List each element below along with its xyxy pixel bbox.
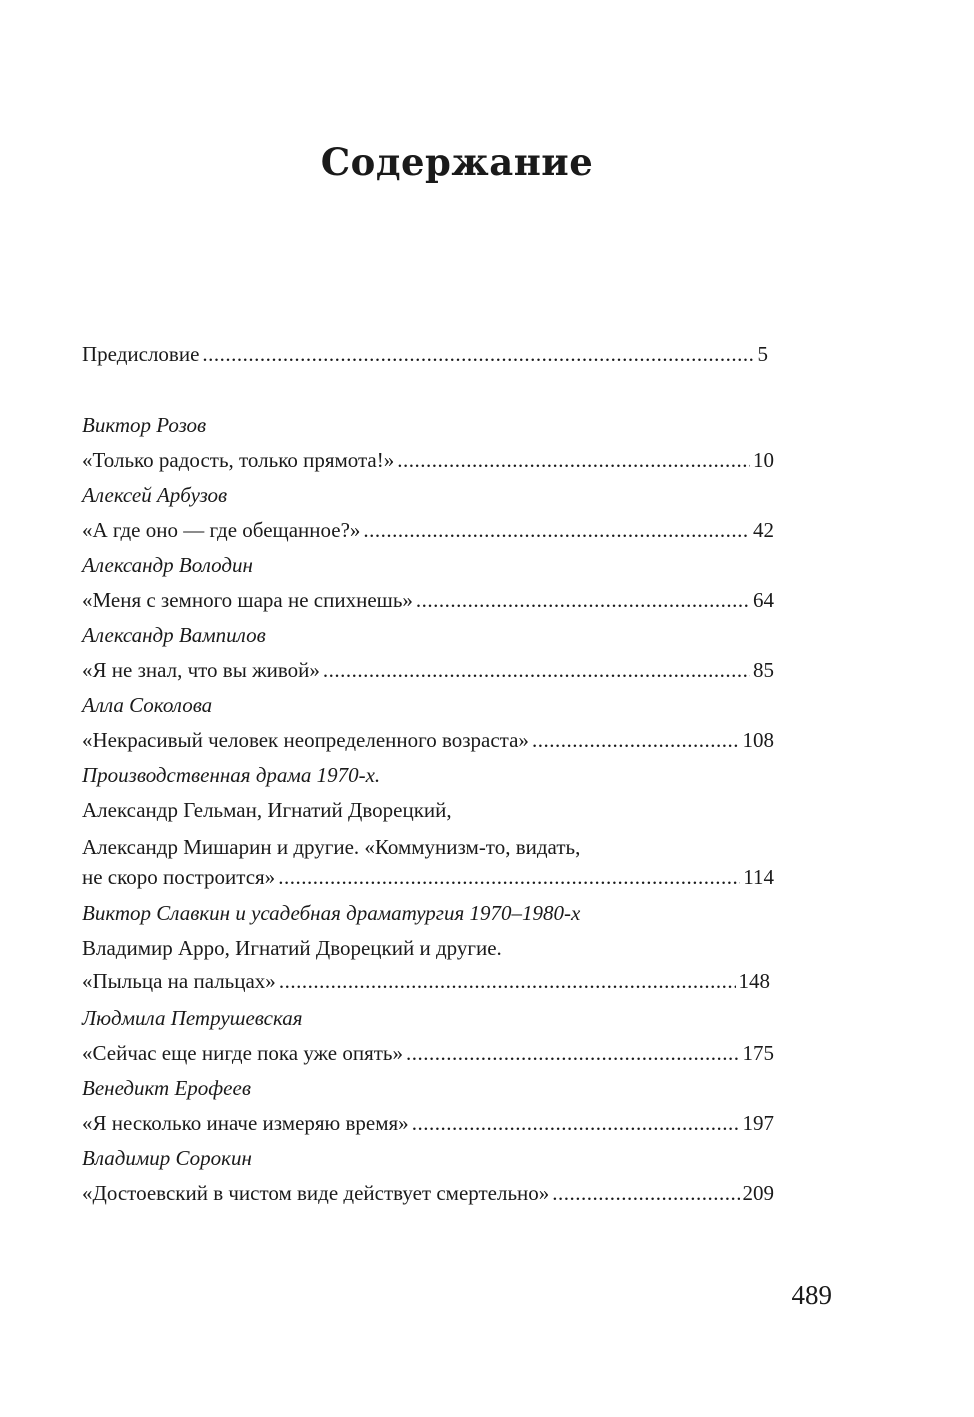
toc-author: Виктор Розов <box>82 413 207 437</box>
dot-leader <box>363 513 750 548</box>
toc-entry[interactable] <box>82 583 774 618</box>
page-number: 489 <box>791 1280 832 1310</box>
entry-title: не скоро построится» <box>82 865 276 889</box>
dot-leader <box>412 1106 740 1141</box>
dot-leader <box>397 443 750 478</box>
toc-author: Алексей Арбузов <box>82 483 228 507</box>
dot-leader <box>406 1036 739 1071</box>
dot-leader <box>279 966 736 996</box>
dot-leader <box>202 337 754 372</box>
table-of-contents <box>82 337 774 1211</box>
entry-title: «Только радость, только прямота!» <box>82 448 395 472</box>
toc-entry[interactable] <box>82 966 770 1001</box>
entry-page: 197 <box>742 1111 774 1135</box>
dot-leader <box>278 862 740 892</box>
dot-leader <box>323 653 750 688</box>
entry-page: 175 <box>742 1041 774 1065</box>
toc-entry[interactable] <box>82 1106 774 1141</box>
entry-title: «Я не знал, что вы живой» <box>82 658 320 682</box>
entry-page: 10 <box>753 448 774 472</box>
toc-author: Алла Соколова <box>82 693 213 717</box>
toc-entry-preface[interactable] <box>82 337 774 372</box>
entry-title: «А где оно — где обещанное?» <box>82 518 361 542</box>
entry-subtitle: Александр Гельман, Игнатий Дворецкий, <box>82 798 452 822</box>
toc-author: Людмила Петрушевская <box>82 1006 303 1030</box>
dot-leader <box>552 1176 739 1211</box>
entry-page: 85 <box>753 658 774 682</box>
toc-entry[interactable] <box>82 723 774 758</box>
entry-page: 148 <box>738 969 770 993</box>
toc-author: Владимир Сорокин <box>82 1146 252 1170</box>
toc-author: Венедикт Ерофеев <box>82 1076 251 1100</box>
toc-entry[interactable] <box>82 862 774 896</box>
toc-entry[interactable] <box>82 513 774 548</box>
entry-title: «Сейчас еще нигде пока уже опять» <box>82 1041 404 1065</box>
entry-title: «Пыльца на пальцах» <box>82 969 276 993</box>
toc-author: Виктор Славкин и усадебная драматургия 1970–1980-х <box>82 901 581 925</box>
entry-title: «Достоевский в чистом виде действует смертельно» <box>82 1181 550 1205</box>
entry-subtitle: Александр Мишарин и другие. «Коммунизм-то, видать, <box>82 835 581 859</box>
dot-leader <box>416 583 750 618</box>
toc-entry[interactable] <box>82 653 774 688</box>
entry-title: Предисловие <box>82 342 200 366</box>
toc-entry[interactable] <box>82 443 774 478</box>
toc-entry[interactable] <box>82 1176 774 1211</box>
entry-page: 209 <box>742 1181 774 1205</box>
entry-page: 42 <box>753 518 774 542</box>
entry-page: 5 <box>757 342 768 366</box>
toc-author: Производственная драма 1970-х. <box>82 763 381 787</box>
entry-page: 64 <box>753 588 774 612</box>
toc-author: Александр Володин <box>82 553 253 577</box>
entry-title: «Меня с земного шара не спихнешь» <box>82 588 413 612</box>
entry-title: «Некрасивый человек неопределенного возраста» <box>82 728 529 752</box>
page-title: Содержание <box>320 140 594 184</box>
entry-title: «Я несколько иначе измеряю время» <box>82 1111 409 1135</box>
entry-subtitle: Владимир Арро, Игнатий Дворецкий и другие. <box>82 936 502 960</box>
entry-page: 108 <box>742 728 774 752</box>
entry-page: 114 <box>743 865 774 889</box>
toc-entry[interactable] <box>82 1036 774 1071</box>
toc-author: Александр Вампилов <box>82 623 266 647</box>
dot-leader <box>532 723 740 758</box>
